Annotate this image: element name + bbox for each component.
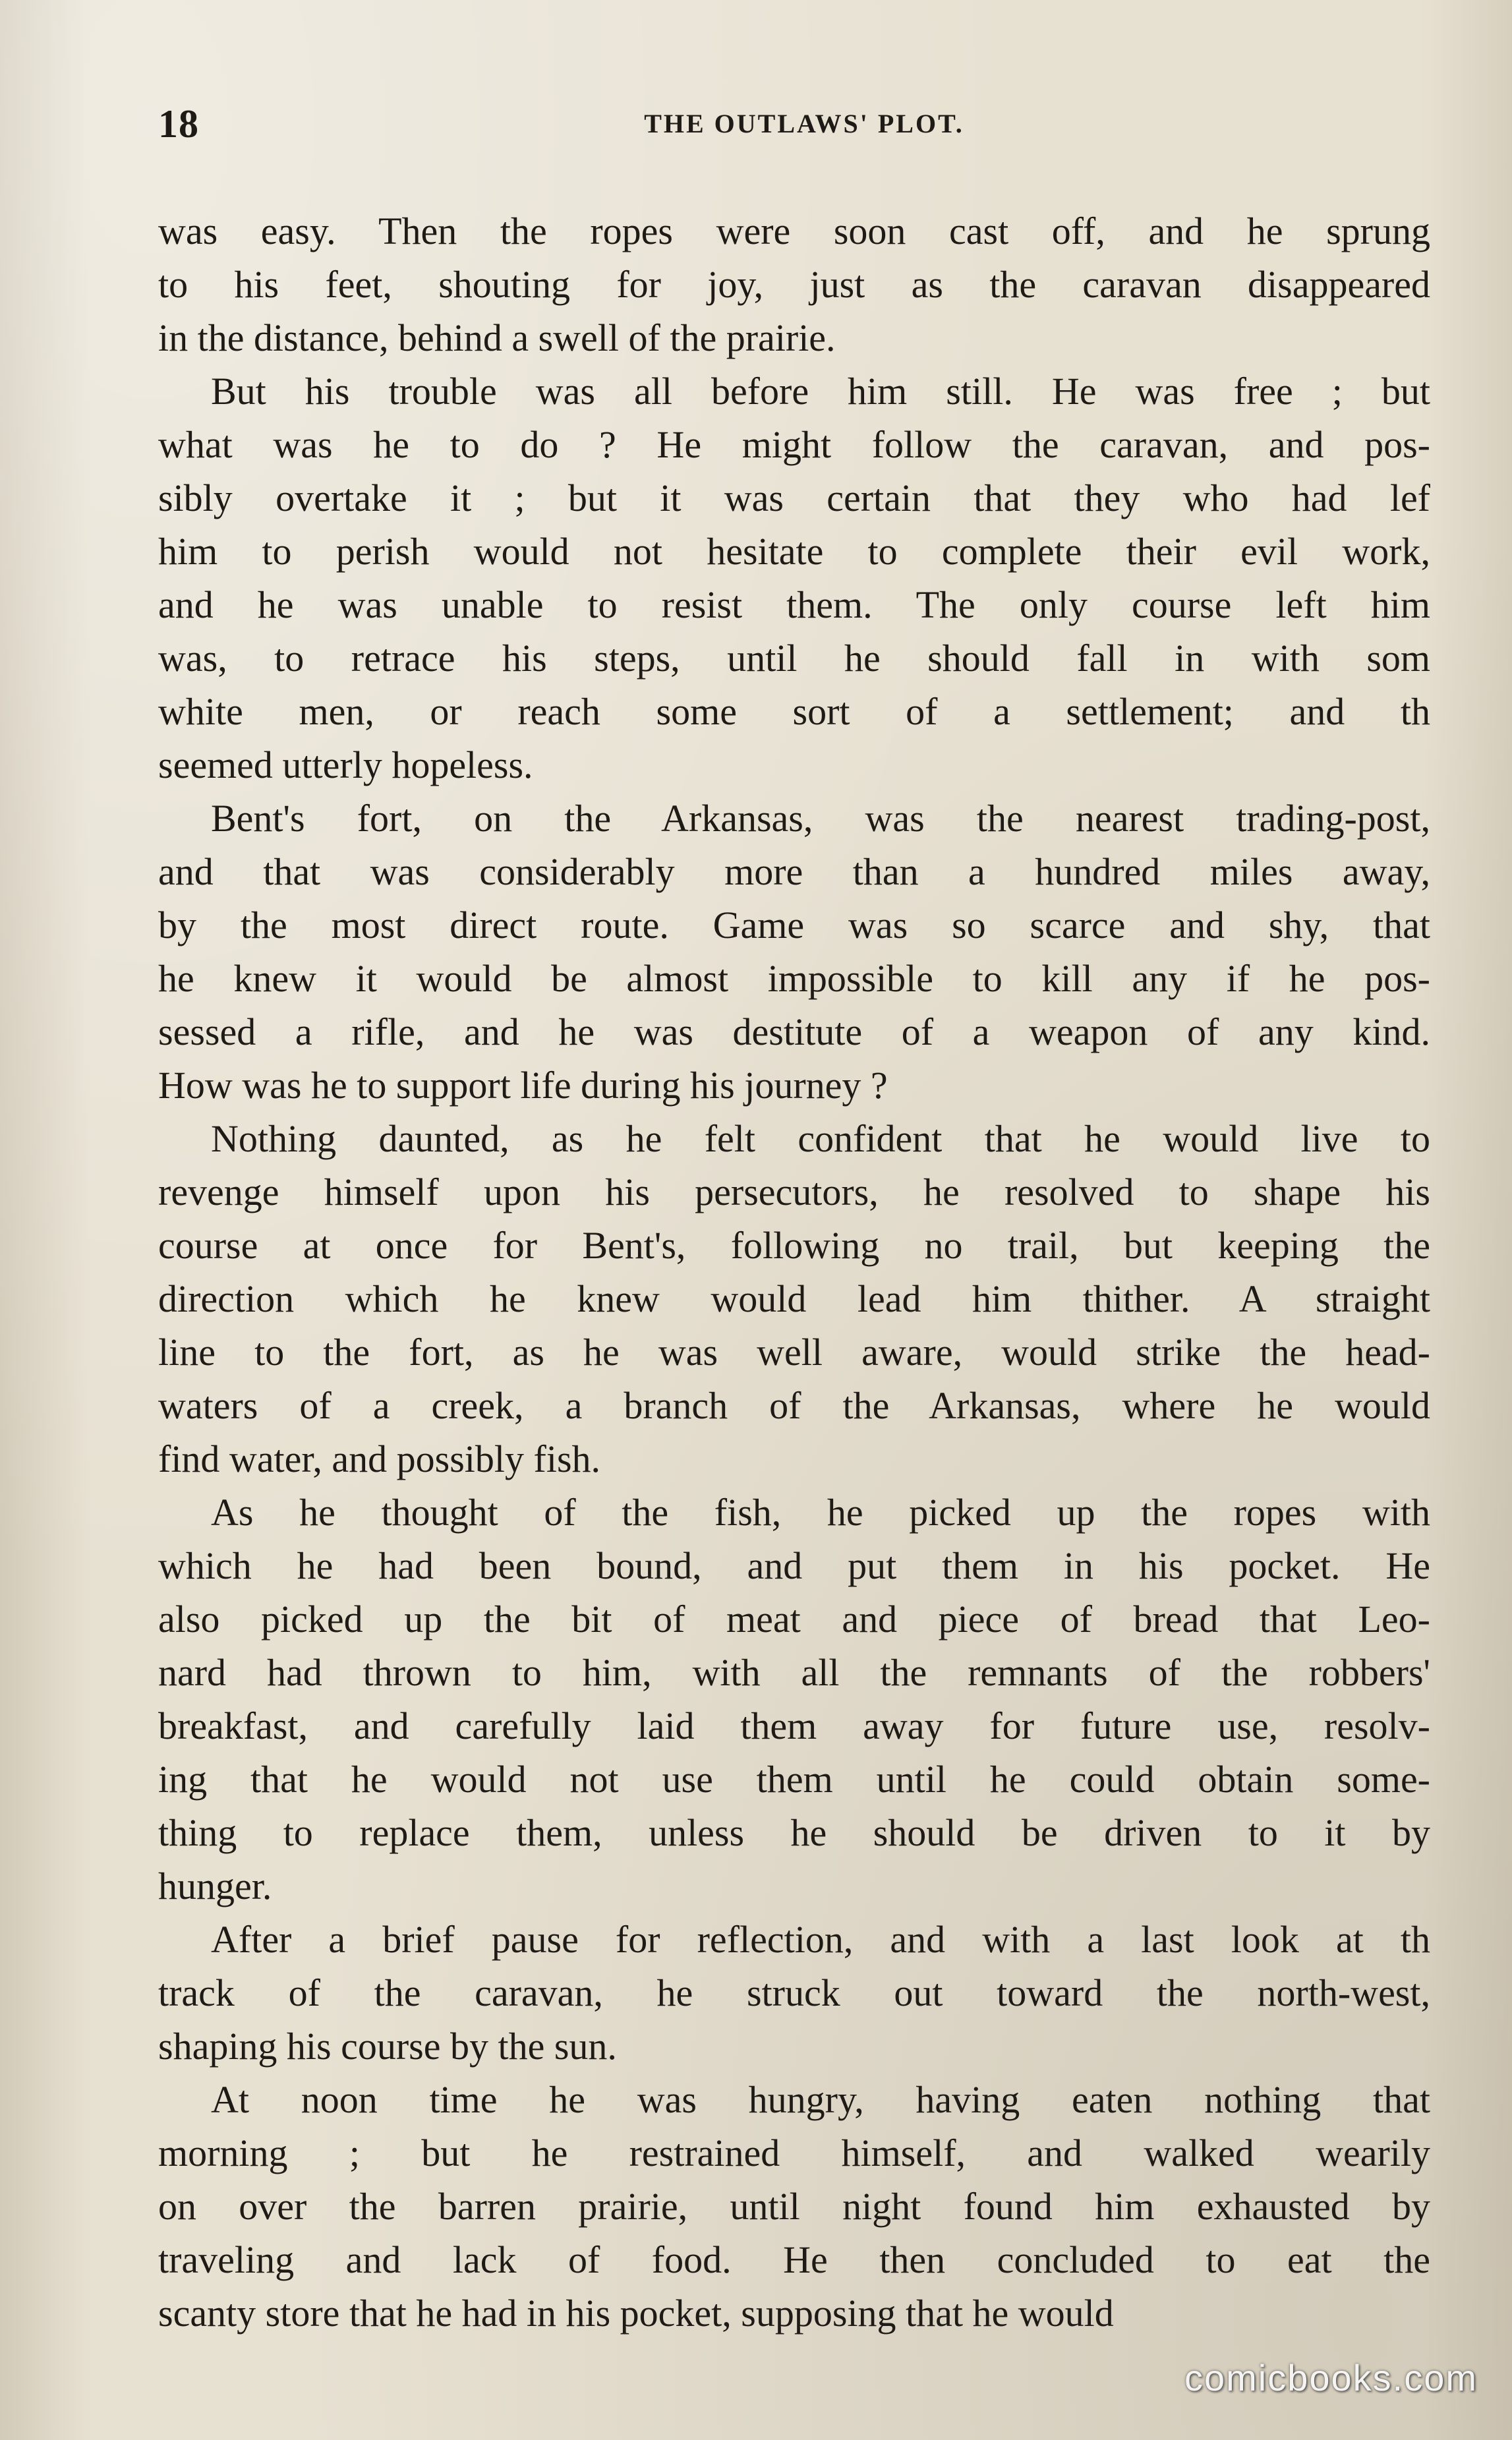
paragraph	[158, 1112, 1430, 1486]
text-line: what was he to do ? He might follow the caravan, and pos-	[158, 423, 1430, 466]
text-line: At noon time he was hungry, having eaten nothing that	[211, 2078, 1430, 2121]
text-line: track of the caravan, he struck out toward the north-west,	[158, 1971, 1430, 2014]
text-line: seemed utterly hopeless.	[158, 743, 533, 786]
text-line: which he had been bound, and put them in his pocket. He	[158, 1544, 1430, 1587]
text-line: and that was considerably more than a hundred miles away,	[158, 850, 1430, 893]
text-line: in the distance, behind a swell of the prairie.	[158, 316, 836, 359]
text-line: Bent's fort, on the Arkansas, was the nearest trading-post,	[211, 797, 1430, 840]
text-line: him to perish would not hesitate to complete their evil work,	[158, 530, 1430, 573]
text-line: line to the fort, as he was well aware, would strike the head-	[158, 1331, 1430, 1374]
text-line: by the most direct route. Game was so scarce and shy, that	[158, 904, 1430, 946]
paragraph	[158, 1486, 1430, 1913]
text-line: direction which he knew would lead him thither. A straight	[158, 1277, 1430, 1320]
text-line: sibly overtake it ; but it was certain that they who had lef	[158, 477, 1430, 519]
text-line: find water, and possibly fish.	[158, 1438, 601, 1480]
text-line: ing that he would not use them until he could obtain some-	[158, 1758, 1430, 1801]
page-header	[158, 91, 1430, 157]
text-line: hunger.	[158, 1865, 272, 1907]
paragraph	[158, 204, 1430, 364]
watermark: comicbooks.com	[1184, 2357, 1478, 2398]
text-line: shaping his course by the sun.	[158, 2025, 617, 2068]
text-line: and he was unable to resist them. The only course left him	[158, 583, 1430, 626]
text-line: to his feet, shouting for joy, just as the caravan disappeared	[158, 263, 1430, 306]
text-line: was, to retrace his steps, until he should fall in with som	[158, 637, 1430, 680]
text-line: As he thought of the fish, he picked up the ropes with	[211, 1491, 1430, 1534]
text-line: nard had thrown to him, with all the remnants of the robbers'	[158, 1651, 1430, 1694]
text-line: he knew it would be almost impossible to kill any if he pos-	[158, 957, 1430, 1000]
text-line: Nothing daunted, as he felt confident that he would live to	[211, 1117, 1430, 1160]
paragraph	[158, 1913, 1430, 2073]
text-line: sessed a rifle, and he was destitute of a weapon of any kind.	[158, 1010, 1430, 1053]
text-line: waters of a creek, a branch of the Arkansas, where he would	[158, 1384, 1430, 1427]
text-line: thing to replace them, unless he should be driven to it by	[158, 1811, 1430, 1854]
text-line: But his trouble was all before him still. He was free ; but	[211, 370, 1430, 413]
body-text	[158, 204, 1430, 2340]
text-line: traveling and lack of food. He then concluded to eat the	[158, 2238, 1430, 2281]
text-line: morning ; but he restrained himself, and walked wearily	[158, 2132, 1430, 2174]
text-line: breakfast, and carefully laid them away for future use, resolv-	[158, 1704, 1430, 1747]
text-line: also picked up the bit of meat and piece of bread that Leo-	[158, 1598, 1430, 1641]
paragraph	[158, 2073, 1430, 2340]
text-line: was easy. Then the ropes were soon cast off, and he sprung	[158, 210, 1430, 252]
text-line: white men, or reach some sort of a settlement; and th	[158, 690, 1430, 733]
text-line: course at once for Bent's, following no trail, but keeping the	[158, 1224, 1430, 1267]
text-line: revenge himself upon his persecutors, he resolved to shape his	[158, 1171, 1430, 1213]
text-line: How was he to support life during his journey ?	[158, 1064, 888, 1107]
text-line: After a brief pause for reflection, and with a last look at th	[211, 1918, 1430, 1961]
page-number: 18	[158, 102, 199, 146]
text-line: scanty store that he had in his pocket, supposing that he would	[158, 2292, 1114, 2335]
text-line: on over the barren prairie, until night found him exhausted by	[158, 2185, 1430, 2228]
paragraph	[158, 364, 1430, 792]
running-title: THE OUTLAWS' PLOT.	[644, 109, 964, 138]
paragraph	[158, 792, 1430, 1112]
